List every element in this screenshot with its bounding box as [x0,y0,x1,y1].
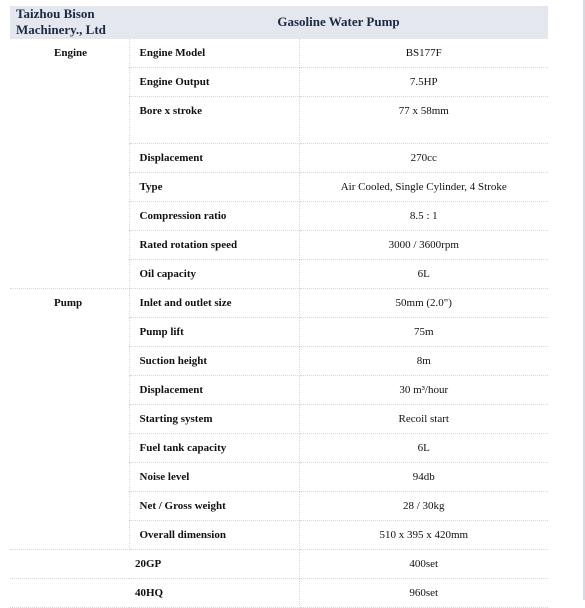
group-label-engine: Engine [10,39,129,289]
table-row [10,289,548,318]
table-row [10,550,548,579]
spec-label: Suction height [129,347,299,376]
spec-label: Net / Gross weight [129,492,299,521]
empty-group-cell [10,550,129,579]
table-row [10,39,548,68]
spec-value: Air Cooled, Single Cylinder, 4 Stroke [299,173,548,202]
spec-value: BS177F [299,39,548,68]
spec-label: Oil capacity [129,260,299,289]
spec-label: Displacement [129,144,299,173]
spec-label: Displacement [129,376,299,405]
spec-label: Bore x stroke [129,97,299,144]
spec-value: 50mm (2.0") [299,289,548,318]
spec-value: 8.5 : 1 [299,202,548,231]
spec-label: Fuel tank capacity [129,434,299,463]
spec-label: Engine Output [129,68,299,97]
specification-table [10,6,548,608]
spec-label: Pump lift [129,318,299,347]
spec-label: Engine Model [129,39,299,68]
spec-label: Type [129,173,299,202]
spec-value: 94db [299,463,548,492]
spec-label: 20GP [129,550,299,579]
spec-label: Noise level [129,463,299,492]
spec-label: Inlet and outlet size [129,289,299,318]
empty-group-cell [10,579,129,608]
spec-value: 8m [299,347,548,376]
spec-label: Rated rotation speed [129,231,299,260]
spec-label: Overall dimension [129,521,299,550]
spec-value: 75m [299,318,548,347]
spec-value: 400set [299,550,548,579]
spec-value: 960set [299,579,548,608]
company-name: Taizhou Bison Machinery., Ltd [10,6,129,39]
table-header-row [10,6,548,39]
group-label-pump: Pump [10,289,129,550]
spec-value: 77 x 58mm [299,97,548,144]
table-row [10,579,548,608]
spec-value: 6L [299,260,548,289]
spec-value: 3000 / 3600rpm [299,231,548,260]
spec-value: 510 x 395 x 420mm [299,521,548,550]
spec-value: 270cc [299,144,548,173]
spec-value: 7.5HP [299,68,548,97]
product-title: Gasoline Water Pump [129,6,548,39]
spec-label: Compression ratio [129,202,299,231]
spec-value: 28 / 30kg [299,492,548,521]
spec-value: 6L [299,434,548,463]
spec-value: 30 m³/hour [299,376,548,405]
spec-label: 40HQ [129,579,299,608]
spec-value: Recoil start [299,405,548,434]
spec-label: Starting system [129,405,299,434]
